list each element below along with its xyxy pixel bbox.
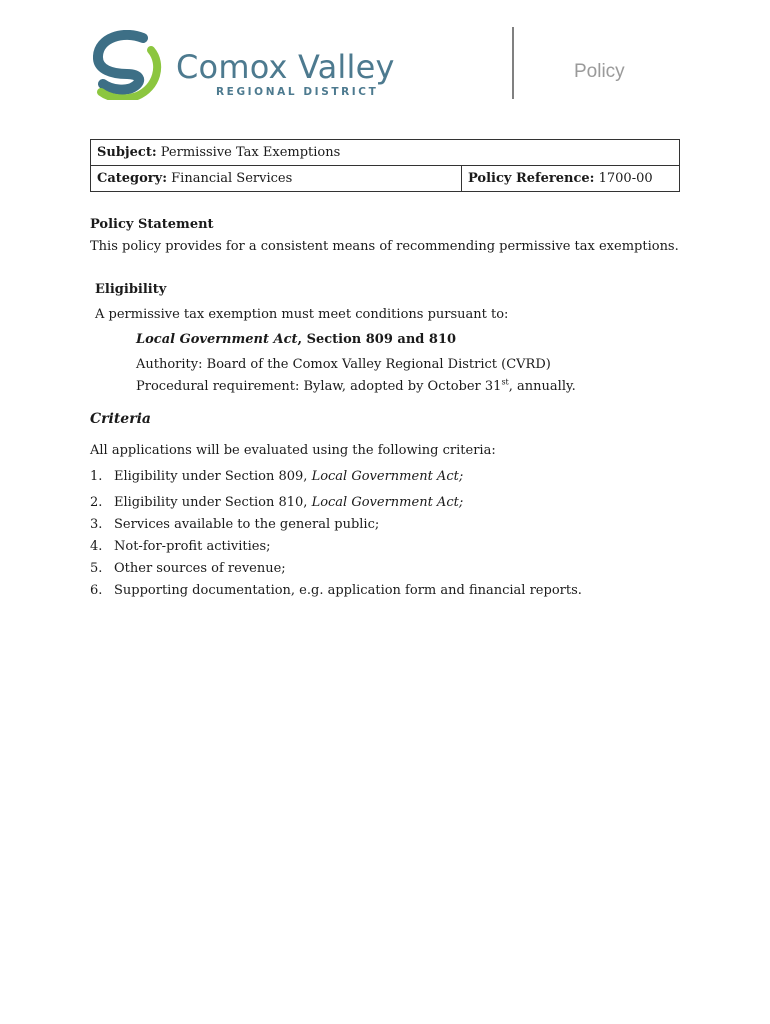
category-cell (91, 166, 462, 192)
reference-value: 1700-00 (598, 171, 653, 186)
criteria-list-container (90, 466, 582, 602)
subject-label: Subject: (97, 145, 157, 160)
eligibility-procedural (136, 378, 576, 396)
criteria-item (90, 558, 582, 580)
statement-text: This policy provides for a consistent means of recommending permissive tax exemptions. (90, 239, 679, 254)
procedural-sup: st (501, 377, 509, 387)
category-value: Financial Services (171, 171, 293, 186)
header-divider (512, 27, 514, 99)
eligibility-intro: A permissive tax exemption must meet conditions pursuant to: (95, 307, 509, 322)
criteria-item (90, 514, 582, 536)
subject-cell (91, 140, 680, 166)
criteria-item (90, 466, 582, 488)
criteria-item (90, 580, 582, 602)
criteria-item-number: 6. (90, 583, 103, 598)
criteria-item-number: 3. (90, 517, 103, 532)
eligibility-act (136, 331, 456, 349)
criteria-item-number: 4. (90, 539, 103, 554)
act-sections: , Section 809 and 810 (297, 332, 457, 347)
criteria-item-text: Supporting documentation, e.g. application form and financial reports. (114, 583, 582, 598)
criteria-item-text: Other sources of revenue; (114, 561, 286, 576)
statement-heading: Policy Statement (90, 217, 214, 232)
criteria-item-number: 2. (90, 495, 103, 510)
cvrd-logo-icon (93, 30, 167, 100)
criteria-list (90, 466, 582, 602)
policy-meta-table (90, 139, 680, 192)
criteria-item-text: Eligibility under Section 810, (114, 495, 312, 510)
criteria-item-text: Eligibility under Section 809, (114, 469, 312, 484)
org-subtitle: REGIONAL DISTRICT (216, 86, 379, 98)
criteria-item-text: Services available to the general public; (114, 517, 380, 532)
act-name: Local Government Act (136, 332, 298, 347)
eligibility-authority: Authority: Board of the Comox Valley Regional District (CVRD) (136, 357, 551, 372)
procedural-suffix: , annually. (508, 379, 576, 394)
reference-label: Policy Reference: (468, 171, 595, 186)
letterhead (0, 0, 770, 120)
criteria-heading: Criteria (90, 411, 151, 427)
criteria-intro: All applications will be evaluated using the following criteria: (90, 443, 496, 458)
criteria-item (90, 536, 582, 558)
document-type: Policy (574, 61, 625, 82)
criteria-item (90, 492, 582, 514)
criteria-item-number: 5. (90, 561, 103, 576)
reference-cell (462, 166, 680, 192)
criteria-item-number: 1. (90, 469, 103, 484)
criteria-item-text: Not-for-profit activities; (114, 539, 271, 554)
subject-value: Permissive Tax Exemptions (160, 145, 341, 160)
criteria-item-act: Local Government Act; (311, 469, 464, 484)
procedural-prefix: Procedural requirement: Bylaw, adopted by October 31 (136, 379, 502, 394)
criteria-item-act: Local Government Act; (311, 495, 464, 510)
eligibility-heading: Eligibility (95, 282, 167, 297)
category-label: Category: (97, 171, 168, 186)
org-name: Comox Valley (176, 48, 395, 86)
